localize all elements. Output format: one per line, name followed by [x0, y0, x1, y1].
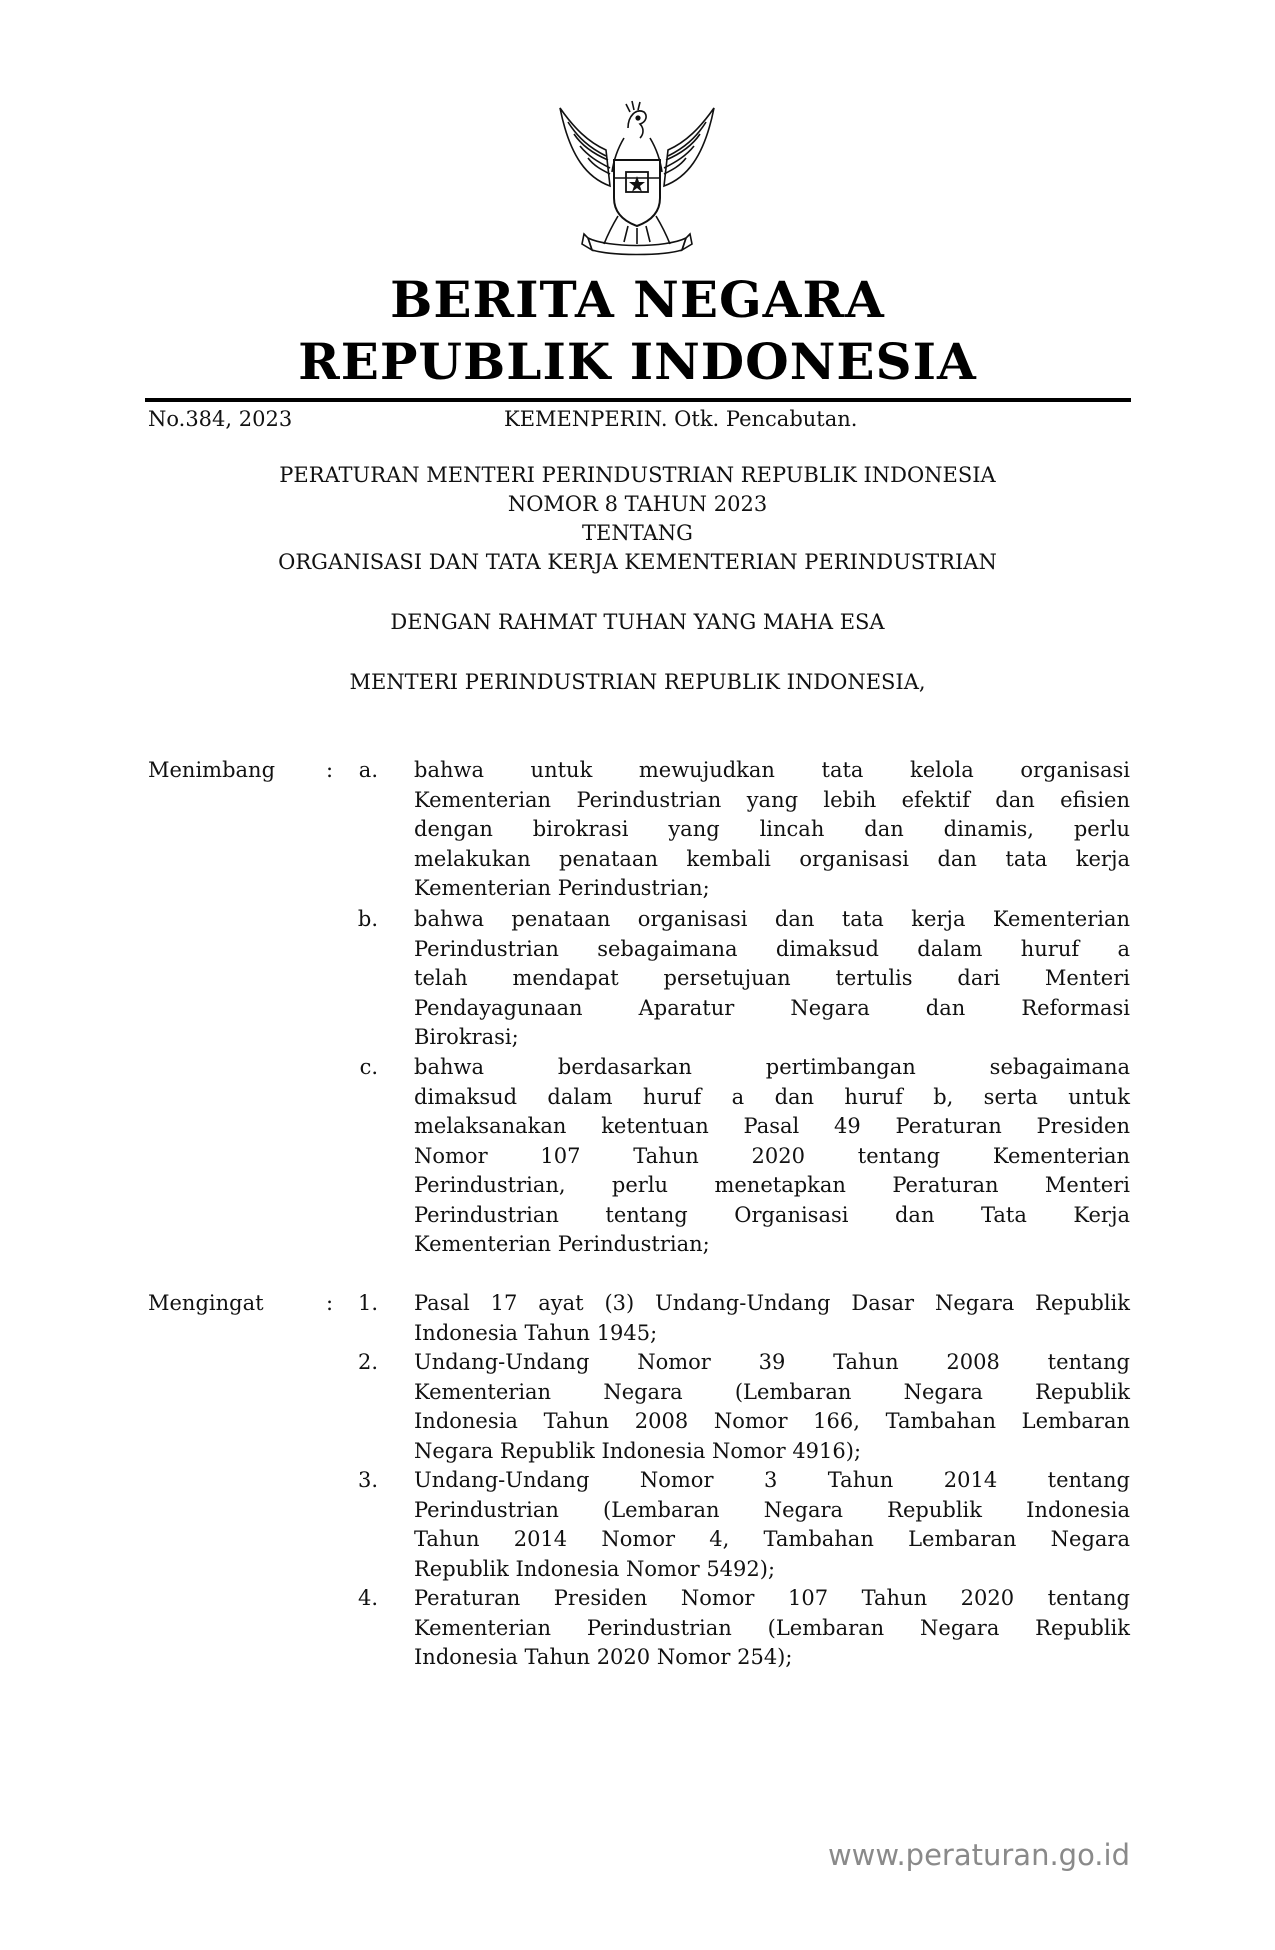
- blessing-line: DENGAN RAHMAT TUHAN YANG MAHA ESA: [390, 610, 885, 634]
- masthead-title: BERITA NEGARA: [390, 270, 885, 329]
- item-line: Pasal 17 ayat (3) Undang-Undang Dasar Negara Republik: [414, 1291, 1130, 1315]
- regulation-number-line: NOMOR 8 TAHUN 2023: [507, 492, 768, 516]
- header-divider: [145, 398, 1131, 402]
- item-line: Kementerian Perindustrian (Lembaran Negara Republik: [414, 1615, 1130, 1640]
- publication-number: No.384, 2023: [148, 407, 293, 431]
- website-watermark: www.peraturan.go.id: [827, 1838, 1130, 1872]
- item-line: dengan birokrasi yang lincah dan dinamis, perlu: [414, 817, 1130, 841]
- item-line: Perindustrian, perlu menetapkan Peraturan Menteri: [414, 1173, 1130, 1197]
- item-line: Nomor 107 Tahun 2020 tentang Kementerian: [414, 1143, 1130, 1168]
- mengingat-label: Mengingat: [148, 1291, 264, 1315]
- item-line: Perindustrian tentang Organisasi dan Tata Kerja: [414, 1202, 1130, 1227]
- item-line: Indonesia Tahun 2008 Nomor 166, Tambahan Lembaran: [414, 1409, 1130, 1433]
- item-line: Perindustrian sebagaimana dimaksud dalam huruf a: [414, 936, 1130, 961]
- item-line: Indonesia Tahun 1945;: [414, 1320, 658, 1345]
- item-line: Kementerian Perindustrian yang lebih efektif dan efisien: [414, 787, 1130, 812]
- item-line: dimaksud dalam huruf a dan huruf b, serta untuk: [414, 1084, 1130, 1109]
- menimbang-colon: :: [326, 758, 334, 782]
- item-line: Peraturan Presiden Nomor 107 Tahun 2020 tentang: [414, 1586, 1130, 1610]
- list-marker: c.: [359, 1055, 378, 1079]
- list-item: [414, 1348, 1130, 1466]
- item-line: Republik Indonesia Nomor 5492);: [414, 1556, 776, 1581]
- list-marker: b.: [357, 907, 378, 931]
- menimbang-label: Menimbang: [148, 758, 276, 782]
- item-line: Negara Republik Indonesia Nomor 4916);: [414, 1438, 862, 1463]
- item-line: Kementerian Negara (Lembaran Negara Republik: [414, 1379, 1130, 1404]
- item-line: Pendayagunaan Aparatur Negara dan Reformasi: [414, 995, 1130, 1020]
- masthead-subtitle: REPUBLIK INDONESIA: [298, 332, 977, 391]
- list-item: [414, 756, 1130, 904]
- item-line: Perindustrian (Lembaran Negara Republik Indonesia: [414, 1497, 1130, 1522]
- list-marker: 3.: [357, 1468, 378, 1492]
- list-marker: 1.: [357, 1291, 378, 1315]
- item-line: bahwa penataan organisasi dan tata kerja Kementerian: [414, 907, 1130, 931]
- list-item: [414, 1289, 1130, 1348]
- regulation-title-line: PERATURAN MENTERI PERINDUSTRIAN REPUBLIK INDONESIA: [279, 463, 996, 487]
- regulation-subject-line: ORGANISASI DAN TATA KERJA KEMENTERIAN PERINDUSTRIAN: [278, 550, 997, 574]
- item-line: Birokrasi;: [414, 1025, 519, 1049]
- item-line: bahwa untuk mewujudkan tata kelola organisasi: [414, 758, 1130, 782]
- publication-subject: KEMENPERIN. Otk. Pencabutan.: [504, 407, 858, 431]
- item-line: bahwa berdasarkan pertimbangan sebagaimana: [414, 1055, 1130, 1079]
- list-marker: a.: [358, 758, 378, 782]
- item-line: Undang-Undang Nomor 39 Tahun 2008 tentang: [414, 1350, 1130, 1374]
- issuer-line: MENTERI PERINDUSTRIAN REPUBLIK INDONESIA,: [349, 670, 926, 694]
- list-marker: 2.: [357, 1350, 378, 1374]
- list-item: [414, 1466, 1130, 1584]
- mengingat-colon: :: [326, 1291, 334, 1315]
- item-line: melakukan penataan kembali organisasi dan tata kerja: [414, 846, 1130, 871]
- item-line: Tahun 2014 Nomor 4, Tambahan Lembaran Negara: [414, 1527, 1130, 1551]
- list-item: [414, 1053, 1130, 1260]
- garuda-emblem-icon: [548, 98, 726, 256]
- item-line: Kementerian Perindustrian;: [414, 876, 710, 900]
- item-line: Kementerian Perindustrian;: [414, 1232, 710, 1256]
- item-line: melaksanakan ketentuan Pasal 49 Peraturan Presiden: [414, 1114, 1130, 1138]
- item-line: Indonesia Tahun 2020 Nomor 254);: [414, 1645, 793, 1669]
- item-line: Undang-Undang Nomor 3 Tahun 2014 tentang: [414, 1468, 1130, 1492]
- item-line: telah mendapat persetujuan tertulis dari Menteri: [414, 966, 1130, 990]
- list-item: [414, 905, 1130, 1053]
- list-item: [414, 1584, 1130, 1673]
- list-marker: 4.: [357, 1586, 378, 1610]
- regulation-about-line: TENTANG: [582, 521, 693, 545]
